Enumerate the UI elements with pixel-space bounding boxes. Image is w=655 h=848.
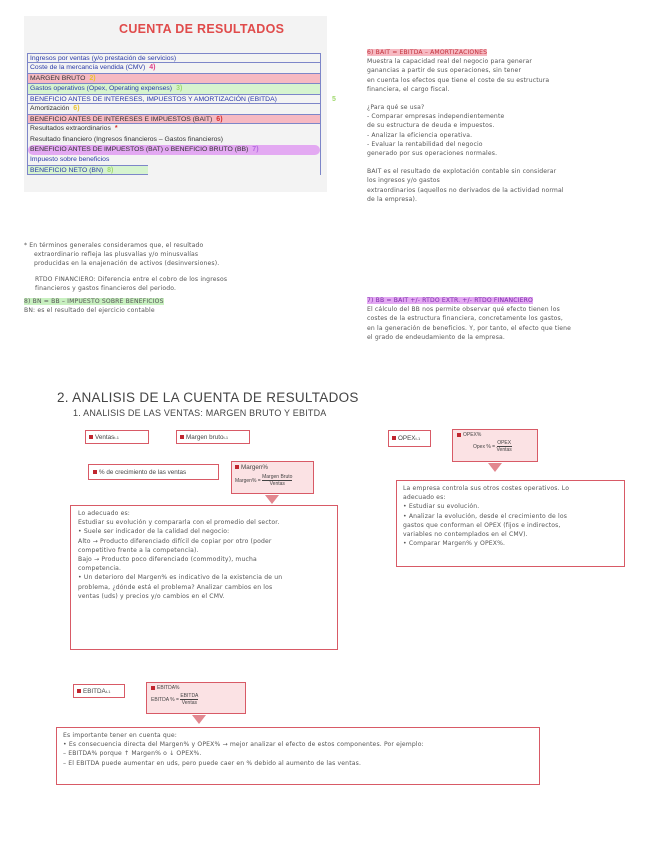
bait-note: 6) BAIT = EBITDA – AMORTIZACIONES Muestra la capacidad real del negocio para generar ganancias a partir de sus operaciones, sin tener en cuenta los efectos que tiene el coste de su estructura financiera, el cargo fiscal. ¿Para qué se usa? - Comparar empresas independientemente de su estructura de deuda e impuestos. - Analizar la eficiencia operativa. - Evaluar la rentabilidad del negocio generado por sus operaciones normales. BAIT es el resultado de explotación contable sin considerar los ingresos y/o gastos extraordinarios (aquellos no derivados de la actividad normal de la empresa).	[367, 49, 564, 203]
sales-chip: Ventast-1	[85, 430, 149, 444]
table-row: BENEFICIO NETO (BN) 8)	[28, 165, 148, 175]
section-title: 2. ANALISIS DE LA CUENTA DE RESULTADOS	[57, 390, 359, 405]
arrow-down-icon	[265, 495, 279, 504]
table-row: BENEFICIO ANTES DE IMPUESTOS (BAT) o BENEFICIO BRUTO (BB) 7)	[28, 145, 320, 155]
bullet-icon	[235, 465, 239, 469]
extraordinary-note: * En términos generales consideramos que, el resultado extraordinario refleja las plusvalías y/o minusvalías producidas en la enajenación de activos (desinversiones).	[24, 242, 220, 268]
income-statement-title: CUENTA DE RESULTADOS	[119, 22, 285, 36]
bb-note: 7) BB = BAIT +/- RTDO EXTR. +/- RTDO FINANCIERO El cálculo del BB nos permite observar qué efecto tienen los costes de la estructura financiera, concretamente los gastos, en la generación de beneficios. Y, por tanto, el efecto que tiene el grado de endeudamiento de la empresa.	[367, 297, 572, 341]
table-row: MARGEN BRUTO 2)	[28, 73, 320, 83]
table-row: Coste de la mercancía vendida (CMV) 4)	[30, 64, 156, 72]
financial-result-note: RTDO FINANCIERO: Diferencia entre el cobro de los ingresos financieros y gastos financieros del periodo.	[35, 276, 228, 293]
margin-formula-box: Margen% Margen% = $\frac{\text{Margen Bruto}}{\text{Ventas}}$	[231, 461, 314, 494]
table-row: Ingresos por ventas (y/o prestación de servicios)	[28, 53, 320, 63]
gross-margin-chip: Margen brutot-1	[176, 430, 250, 444]
arrow-down-icon	[488, 463, 502, 472]
bullet-icon	[151, 686, 155, 690]
margin-fraction: $\frac{\text{Margen Bruto}}{\text{Ventas}}$	[262, 474, 293, 487]
table-row: BENEFICIO ANTES DE INTERESES E IMPUESTOS (BAIT) 6)	[28, 114, 320, 124]
bullet-icon	[392, 436, 396, 440]
ebitda-chip: EBITDAt-1	[73, 684, 125, 698]
table-row: Resultado financiero (Ingresos financieros – Gastos financieros)	[30, 135, 224, 143]
table-row: Gastos operativos (Opex, Operating expenses) 3)	[28, 84, 320, 94]
sales-growth-chip: % de crecimiento de las ventas	[88, 464, 219, 480]
bullet-icon	[89, 435, 93, 439]
opex-fraction: $\frac{\text{OPEX}}{\text{Ventas}}$	[496, 440, 512, 453]
table-row: Amortización 6)	[30, 104, 80, 112]
table-row: Impuesto sobre beneficios	[30, 155, 110, 163]
bullet-icon	[77, 689, 81, 693]
bullet-icon	[457, 433, 461, 437]
section-subtitle: 1. ANALISIS DE LAS VENTAS: MARGEN BRUTO Y EBITDA	[73, 408, 327, 418]
sales-analysis-box: Lo adecuado es: Estudiar su evolución y compararla con el promedio del sector. • Suele ser indicador de la calidad del negocio: Alto → Producto diferenciado difícil de copiar por otro (poder competitivo frente a la competencia). Bajo → Producto poco diferenciado (commodity), mucha competencia. • Un deterioro del Margen% es indicativo de la existencia de un problema, ¿dónde está el problema? Analizar cambios en los ventas (uds) y precios y/o cambios en el CMV.	[70, 505, 338, 650]
table-row: Resultados extraordinarios *	[30, 125, 118, 133]
income-statement-table	[27, 53, 336, 175]
net-profit-note: 8) BN = BB – IMPUESTO SOBRE BENEFICIOS BN: es el resultado del ejercicio contable	[24, 298, 164, 315]
ebitda-formula-box: EBITDA% EBITDA % = $\frac{\text{EBITDA}}{\text{Ventas}}$	[146, 682, 246, 714]
opex-analysis-box: La empresa controla sus otros costes operativos. Lo adecuado es: • Estudiar su evolución. • Analizar la evolución, desde el crecimiento de los gastos que conforman el OPEX (fijos e indirectos, variables no contemplados en el CMV). • Comparar Margen% y OPEX%.	[396, 480, 625, 567]
ebitda-fraction: $\frac{\text{EBITDA}}{\text{Ventas}}$	[180, 693, 199, 706]
bullet-icon	[93, 470, 97, 474]
bullet-icon	[180, 435, 184, 439]
opex-chip: OPEXt-1	[388, 430, 431, 447]
arrow-down-icon	[192, 715, 206, 724]
table-row: BENEFICIO ANTES DE INTERESES, IMPUESTOS Y AMORTIZACIÓN (EBITDA) 5	[30, 95, 336, 103]
opex-formula-box: OPEX% Opex % = $\frac{\text{OPEX}}{\text{Ventas}}$	[452, 429, 538, 462]
ebitda-analysis-box: Es importante tener en cuenta que: • Es consecuencia directa del Margen% y OPEX% → mejor analizar el efecto de estos componentes. Por ejemplo: – EBITDA% porque ↑ Margen% o ↓ OPEX%. – El EBITDA puede aumentar en uds, pero puede caer en % debido al aumento de las ventas.	[56, 727, 540, 785]
